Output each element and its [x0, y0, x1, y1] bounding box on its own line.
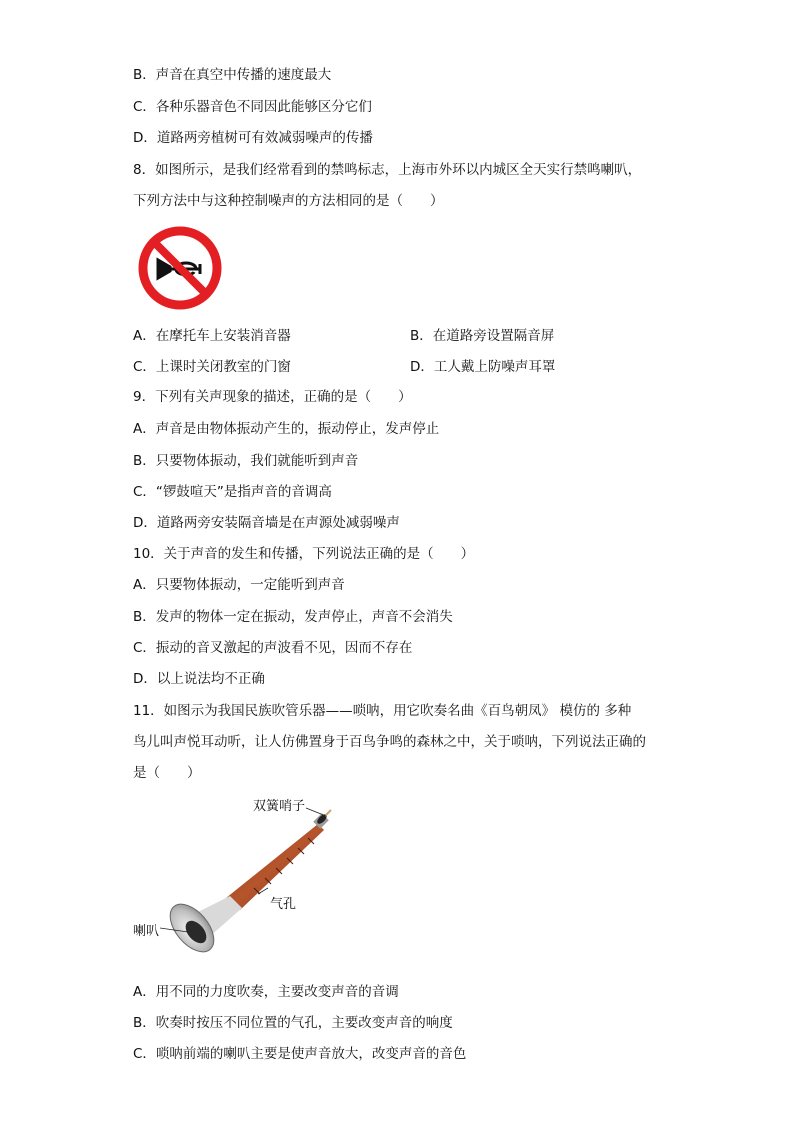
q10-option-b: B．发声的物体一定在振动，发声停止，声音不会消失 — [133, 609, 453, 625]
q11-option-b: B．吹奏时按压不同位置的气孔，主要改变声音的响度 — [133, 1015, 453, 1031]
q7-option-d: D．道路两旁植树可有效减弱噪声的传播 — [133, 130, 373, 146]
q11-stem-line3: 是（ ） — [133, 765, 201, 781]
q7-option-c: C．各种乐器音色不同因此能够区分它们 — [133, 99, 372, 115]
q11-option-c: C．唢呐前端的喇叭主要是使声音放大，改变声音的音色 — [133, 1046, 467, 1062]
q8-option-b: B．在道路旁设置隔音屏 — [410, 328, 555, 344]
q11-option-a: A．用不同的力度吹奏，主要改变声音的音调 — [133, 984, 399, 1000]
q11-stem-line1: 11．如图示为我国民族吹管乐器——唢呐，用它吹奏名曲《百鸟朝凤》 模仿的 多种 — [133, 703, 632, 719]
q8-option-d: D．工人戴上防噪声耳罩 — [410, 359, 556, 375]
q8-stem-line1: 8．如图所示，是我们经常看到的禁鸣标志，上海市外环以内城区全天实行禁鸣喇叭， — [133, 162, 642, 178]
reed-icon — [325, 810, 331, 816]
q9-option-d: D．道路两旁安装隔音墙是在声源处减弱噪声 — [133, 515, 400, 531]
q7-option-b: B．声音在真空中传播的速度最大 — [133, 67, 332, 83]
q10-option-c: C．振动的音叉激起的声波看不见，因而不存在 — [133, 640, 413, 656]
q9-stem: 9．下列有关声现象的描述，正确的是（ ） — [133, 389, 412, 405]
reed-leader-line — [306, 808, 326, 816]
label-reed: 双簧哨子 — [253, 799, 306, 814]
q10-stem: 10．关于声音的发生和传播，下列说法正确的是（ ） — [133, 546, 475, 562]
label-air-hole: 气孔 — [270, 897, 297, 912]
label-bell: 喇叭 — [133, 924, 160, 939]
q8-stem-line2: 下列方法中与这种控制噪声的方法相同的是（ ） — [133, 193, 444, 209]
no-horn-sign-icon — [136, 224, 224, 312]
q9-option-a: A．声音是由物体振动产生的，振动停止，发声停止 — [133, 421, 440, 437]
q8-option-c: C．上课时关闭教室的门窗 — [133, 359, 291, 375]
q10-option-a: A．只要物体振动，一定能听到声音 — [133, 577, 345, 593]
q9-option-b: B．只要物体振动，我们就能听到声音 — [133, 453, 359, 469]
q9-option-c: C．“锣鼓喧天”是指声音的音调高 — [133, 484, 332, 500]
suona-figure — [130, 788, 350, 960]
q10-option-d: D．以上说法均不正确 — [133, 671, 265, 687]
q11-stem-line2: 鸟儿叫声悦耳动听，让人仿佛置身于百鸟争鸣的森林之中，关于唢呐，下列说法正确的 — [133, 734, 646, 750]
q8-option-a: A．在摩托车上安装消音器 — [133, 328, 291, 344]
